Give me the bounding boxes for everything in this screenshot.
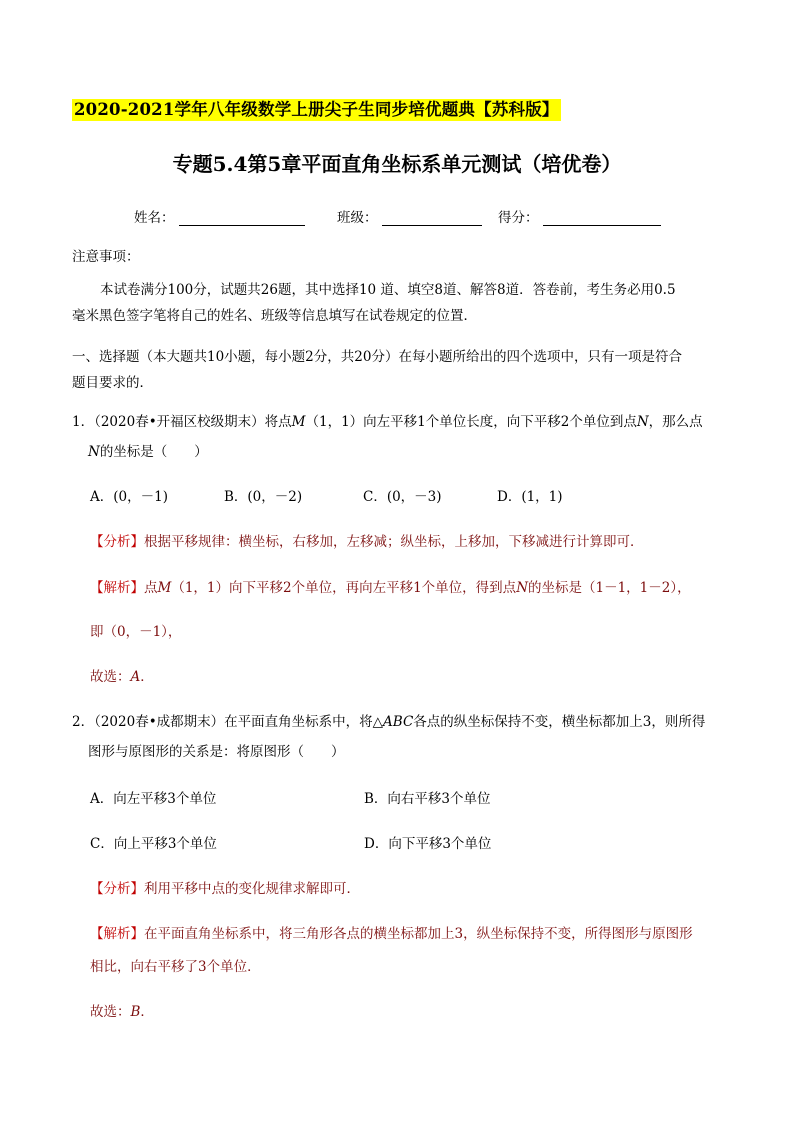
name-field bbox=[134, 206, 305, 226]
score-blank bbox=[543, 213, 661, 226]
q1-solution-line-1 bbox=[90, 576, 691, 596]
q1-analysis bbox=[90, 530, 644, 550]
q2-choice-letter: B bbox=[130, 1004, 141, 1020]
class-blank bbox=[382, 213, 482, 226]
q1-solution-c: 的坐标是（1－1，1－2）， bbox=[528, 580, 691, 596]
q2-stem-line-1 bbox=[72, 710, 705, 730]
q2-option-d: D．向下平移3个单位 bbox=[364, 836, 492, 852]
q2-choice-prefix: 故选： bbox=[90, 1004, 131, 1020]
q2-analysis bbox=[90, 877, 360, 897]
q1-choice bbox=[90, 665, 154, 685]
q1-option-a: A．(0，－1) bbox=[90, 489, 168, 505]
q1-solution-m: M bbox=[157, 580, 172, 596]
q1-analysis-text: 根据平移规律：横坐标，右移加，左移减；纵坐标，上移加，下移减进行计算即可． bbox=[144, 534, 644, 550]
class-label: 班级： bbox=[337, 210, 378, 226]
q1-choice-suffix: ． bbox=[140, 669, 154, 685]
q1-tail: ，那么点 bbox=[648, 414, 703, 430]
q2-option-b: B．向右平移3个单位 bbox=[364, 791, 491, 807]
q1-stem-line-2 bbox=[88, 440, 208, 460]
q1-option-d: D．(1，1) bbox=[497, 489, 563, 505]
q1-choice-prefix: 故选： bbox=[90, 669, 131, 685]
q1-solution-b: （1，1）向下平移2个单位，再向左平移1个单位，得到点 bbox=[171, 580, 517, 596]
score-label: 得分： bbox=[498, 210, 539, 226]
q1-option-c: C．(0，－3) bbox=[363, 489, 442, 505]
q2-analysis-text: 利用平移中点的变化规律求解即可． bbox=[144, 881, 360, 897]
section-heading-line-1: 一、选择题（本大题共10小题，每小题2分，共20分）在每小题所给出的四个选项中，只有一项是符合 bbox=[72, 349, 682, 365]
q2-option-c: C．向上平移3个单位 bbox=[90, 836, 217, 852]
name-label: 姓名： bbox=[134, 210, 175, 226]
notice-line-1: 本试卷满分100分，试题共26题，其中选择10 道、填空8道、解答8道．答卷前，考生务必用0.5 bbox=[100, 282, 676, 298]
q1-solution-n: N bbox=[516, 580, 528, 596]
q2-choice-suffix: ． bbox=[140, 1004, 154, 1020]
q1-choice-letter: A bbox=[130, 669, 141, 685]
q2-solution-line-1 bbox=[90, 922, 693, 942]
q1-prefix: 1．（2020春•开福区校级期末）将点 bbox=[72, 414, 292, 430]
q2-prefix: 2．（2020春•成都期末）在平面直角坐标系中，将△ bbox=[72, 714, 384, 730]
notice-heading: 注意事项： bbox=[72, 249, 140, 265]
q2-solution-line-2: 相比，向右平移了3个单位． bbox=[90, 959, 261, 975]
q1-analysis-tag: 【分析】 bbox=[90, 534, 144, 550]
q1-point-m: M bbox=[291, 414, 306, 430]
q1-line2-rest: 的坐标是（ ） bbox=[99, 444, 208, 460]
q2-triangle-abc: ABC bbox=[383, 714, 414, 730]
name-blank bbox=[179, 213, 305, 226]
notice-line-2: 毫米黑色签字笔将自己的姓名、班级等信息填写在试卷规定的位置． bbox=[72, 308, 477, 324]
q1-line2-n: N bbox=[88, 444, 100, 460]
q2-solution-tag: 【解析】 bbox=[90, 926, 144, 942]
q1-mid: （1，1）向左平移1个单位长度，向下平移2个单位到点 bbox=[305, 414, 637, 430]
section-heading-line-2: 题目要求的． bbox=[72, 375, 153, 391]
q2-stem-line-2: 图形与原图形的关系是：将原图形（ ） bbox=[88, 744, 345, 760]
q1-solution-line-2: 即（0，－1）， bbox=[90, 624, 182, 640]
q2-rest: 各点的纵坐标保持不变，横坐标都加上3，则所得 bbox=[413, 714, 706, 730]
q2-solution-text: 在平面直角坐标系中，将三角形各点的横坐标都加上3，纵坐标保持不变，所得图形与原图形 bbox=[144, 926, 693, 942]
q2-choice bbox=[90, 1000, 154, 1020]
q1-point-n: N bbox=[636, 414, 649, 430]
q1-stem-line-1 bbox=[72, 410, 703, 430]
header-banner: 2020-2021学年八年级数学上册尖子生同步培优题典【苏科版】 bbox=[74, 100, 559, 119]
q1-solution-tag: 【解析】 bbox=[90, 580, 144, 596]
class-field bbox=[337, 206, 482, 226]
q2-analysis-tag: 【分析】 bbox=[90, 881, 144, 897]
score-field bbox=[498, 206, 661, 226]
q2-option-a: A．向左平移3个单位 bbox=[90, 791, 217, 807]
page-title: 专题5.4第5章平面直角坐标系单元测试（培优卷） bbox=[172, 152, 622, 176]
q1-solution-a: 点 bbox=[144, 580, 158, 596]
q1-option-b: B．(0，－2) bbox=[224, 489, 303, 505]
